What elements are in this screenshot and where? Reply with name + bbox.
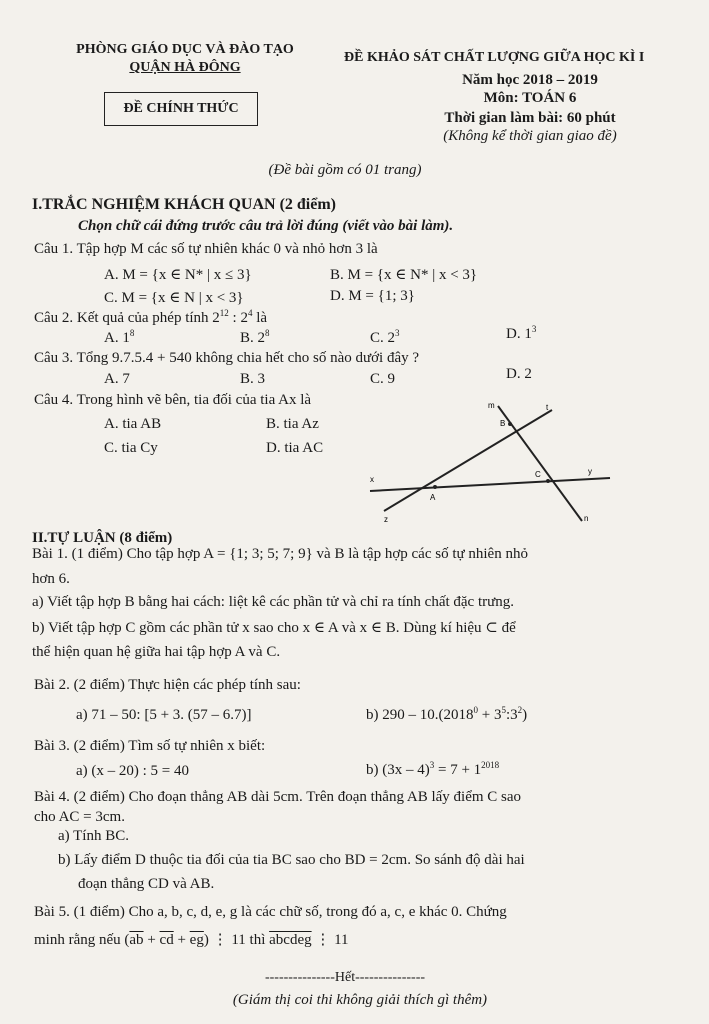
bai1-b-line1: b) Viết tập hợp C gồm các phần tử x sao cho x ∈ A và x ∈ B. Dùng kí hiệu ⊂ để <box>32 620 516 636</box>
bai4-b-line1: b) Lấy điểm D thuộc tia đối của tia BC sao cho BD = 2cm. So sánh độ dài hai <box>58 852 525 868</box>
q1-stem: Câu 1. Tập hợp M các số tự nhiên khác 0 và nhỏ hơn 3 là <box>34 241 378 257</box>
part1-instruction: Chọn chữ cái đứng trước câu trả lời đúng (viết vào bài làm). <box>78 218 454 234</box>
point-B <box>508 422 512 426</box>
q2-c-exp: 3 <box>395 328 400 338</box>
label-n: n <box>584 514 589 523</box>
bai3-b-exp1: 3 <box>429 760 435 770</box>
q2-stem-pre: Câu 2. Kết quả của phép tính 2 <box>34 310 220 326</box>
end-marker: ---------------Hết--------------- <box>264 970 426 985</box>
bai2-b-exp3: 2 <box>517 705 523 715</box>
q2-option-a <box>104 330 134 347</box>
q3-option-d: D. 2 <box>506 366 532 382</box>
q2-exp2: 4 <box>247 308 253 318</box>
bai5-line2 <box>34 930 349 949</box>
label-y: y <box>588 467 592 476</box>
bai3-b-exp2: 2018 <box>481 760 500 770</box>
q2-d-base: D. 1 <box>506 326 532 342</box>
bai2-b-exp2: 5 <box>501 705 506 715</box>
bai2-b <box>366 707 527 724</box>
line-zt <box>384 410 552 511</box>
time-limit: Thời gian làm bài: 60 phút <box>444 110 616 126</box>
bai3-a: a) (x – 20) : 5 = 40 <box>76 763 190 779</box>
bai3-b-pre: b) (3x – 4) <box>366 762 430 778</box>
bai5-ab: $\overline{ab}$ <box>129 932 144 948</box>
label-z: z <box>384 515 388 524</box>
q3-option-a: A. 7 <box>104 371 130 387</box>
q2-option-d <box>506 326 536 343</box>
bai5-line1: Bài 5. (1 điểm) Cho a, b, c, d, e, g là các chữ số, trong đó a, c, e khác 0. Chứng <box>34 904 507 920</box>
q2-b-exp: 8 <box>265 328 270 338</box>
bai5-mid: ) ⋮ 11 thì <box>203 932 270 948</box>
bai5-cd: $\overline{cd}$ <box>159 932 174 948</box>
time-note: (Không kể thời gian giao đề) <box>443 128 617 144</box>
bai4-a: a) Tính BC. <box>58 828 129 844</box>
q2-b-base: B. 2 <box>240 330 266 346</box>
official-box <box>104 92 258 126</box>
bai2-b-mid: + 3 <box>478 707 502 723</box>
bai3-b <box>366 762 499 779</box>
point-A <box>433 485 437 489</box>
q2-a-exp: 8 <box>129 328 135 338</box>
q2-exp1: 12 <box>219 308 229 318</box>
q2-a-base: A. 1 <box>104 330 130 346</box>
bai3-title: Bài 3. (2 điểm) Tìm số tự nhiên x biết: <box>34 738 266 754</box>
q1-option-d: D. M = {1; 3} <box>330 288 415 304</box>
q4-option-a: A. tia AB <box>104 416 162 432</box>
line-xy <box>370 478 610 491</box>
q2-stem-mid: : 2 <box>228 310 248 326</box>
official-label: ĐỀ CHÍNH THỨC <box>123 101 239 116</box>
bai2-a: a) 71 – 50: [5 + 3. (57 – 6.7)] <box>76 707 252 723</box>
dept-line2: QUẬN HÀ ĐÔNG <box>129 60 241 75</box>
q4-option-d: D. tia AC <box>266 440 324 456</box>
bai5-post: ⋮ 11 <box>311 932 349 948</box>
bai5-eg: $\overline{eg}$ <box>189 932 204 948</box>
q4-option-b: B. tia Az <box>266 416 319 432</box>
bai2-b-post: ) <box>522 707 528 723</box>
bai2-b-mid2: :3 <box>505 707 518 723</box>
bai1-line2: hơn 6. <box>32 571 70 587</box>
q3-option-c: C. 9 <box>370 371 396 387</box>
q2-c-base: C. 2 <box>370 330 396 346</box>
q3-stem: Câu 3. Tổng 9.7.5.4 + 540 không chia hết cho số nào dưới đây ? <box>34 350 420 366</box>
footer-note: (Giám thị coi thi không giải thích gì thêm) <box>232 992 488 1008</box>
q1-option-c: C. M = {x ∈ N | x < 3} <box>104 290 244 306</box>
bai1-a: a) Viết tập hợp B bằng hai cách: liệt kê các phần tử và chỉ ra tính chất đặc trưng. <box>32 594 514 610</box>
q2-stem <box>34 310 267 327</box>
label-B: B <box>500 419 506 428</box>
school-year: Năm học 2018 – 2019 <box>462 72 598 88</box>
q3-option-b: B. 3 <box>240 371 266 387</box>
bai1-b-line2: thể hiện quan hệ giữa hai tập hợp A và C. <box>32 644 281 660</box>
bai5-plus2: + <box>173 932 190 948</box>
bai4-b-line2: đoạn thẳng CD và AB. <box>78 876 215 892</box>
q2-option-c <box>370 330 400 347</box>
bai5-plus1: + <box>143 932 160 948</box>
bai2-b-exp1: 0 <box>473 705 478 715</box>
label-x: x <box>370 475 374 484</box>
bai4-line2: cho AC = 3cm. <box>34 809 125 825</box>
label-A: A <box>430 493 436 502</box>
q1-option-b: B. M = {x ∈ N* | x < 3} <box>330 267 478 283</box>
q2-option-b <box>240 330 270 347</box>
bai2-title: Bài 2. (2 điểm) Thực hiện các phép tính sau: <box>34 677 301 693</box>
label-m: m <box>488 401 495 410</box>
q4-figure <box>360 398 630 528</box>
label-C: C <box>535 470 541 479</box>
q1-option-a: A. M = {x ∈ N* | x ≤ 3} <box>104 267 252 283</box>
bai3-b-mid: = 7 + 1 <box>434 762 482 778</box>
part1-title: I.TRẮC NGHIỆM KHÁCH QUAN (2 điểm) <box>32 196 336 213</box>
bai4-line1: Bài 4. (2 điểm) Cho đoạn thẳng AB dài 5cm. Trên đoạn thẳng AB lấy điểm C sao <box>34 789 522 805</box>
bai2-b-pre: b) 290 – 10.(2018 <box>366 707 474 723</box>
bai5-abcdeg: abcdeg <box>269 932 312 948</box>
exam-title: ĐỀ KHẢO SÁT CHẤT LƯỢNG GIỮA HỌC KÌ I <box>344 50 645 65</box>
label-t: t <box>546 403 549 412</box>
part2-title: II.TỰ LUẬN (8 điểm) <box>32 530 173 546</box>
q2-stem-post: là <box>252 310 268 326</box>
page-note: (Đề bài gồm có 01 trang) <box>268 162 422 178</box>
q4-option-c: C. tia Cy <box>104 440 158 456</box>
dept-line1: PHÒNG GIÁO DỤC VÀ ĐÀO TẠO <box>76 42 294 57</box>
bai5-pre: minh rằng nếu ( <box>34 932 130 948</box>
subject: Môn: TOÁN 6 <box>483 90 577 106</box>
bai1-line1: Bài 1. (1 điểm) Cho tập hợp A = {1; 3; 5; 7; 9} và B là tập hợp các số tự nhiên nhỏ <box>32 546 528 562</box>
q4-stem: Câu 4. Trong hình vẽ bên, tia đối của tia Ax là <box>34 392 312 408</box>
point-C <box>546 479 550 483</box>
q2-d-exp: 3 <box>531 324 537 334</box>
